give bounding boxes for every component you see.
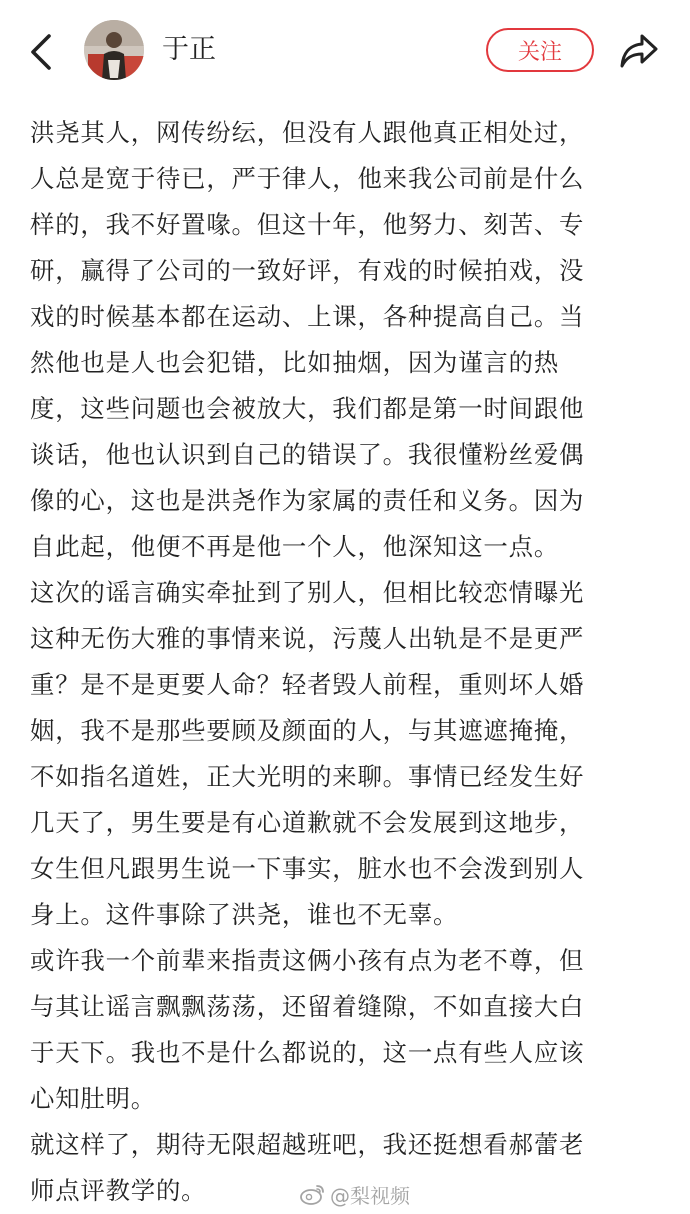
chevron-left-icon xyxy=(22,30,62,74)
watermark-text: @梨视频 xyxy=(330,1183,410,1208)
back-button[interactable] xyxy=(22,30,62,74)
text-line: 戏的时候基本都在运动、上课，各种提高自己。当 xyxy=(30,302,585,331)
follow-button[interactable] xyxy=(486,28,594,72)
text-line: 几天了，男生要是有心道歉就不会发展到这地步， xyxy=(30,808,585,837)
text-line: 研，赢得了公司的一致好评，有戏的时候拍戏，没 xyxy=(30,256,585,285)
text-line: 不如指名道姓，正大光明的来聊。事情已经发生好 xyxy=(30,762,585,791)
avatar[interactable] xyxy=(84,20,144,80)
text-line: 于天下。我也不是什么都说的，这一点有些人应该 xyxy=(30,1038,585,1067)
username[interactable]: 于正 xyxy=(162,34,216,65)
text-line: 女生但凡跟男生说一下事实，脏水也不会泼到别人 xyxy=(30,854,585,883)
text-line: 与其让谣言飘飘荡荡，还留着缝隙，不如直接大白 xyxy=(30,992,585,1021)
text-line: 这次的谣言确实牵扯到了别人，但相比较恋情曝光 xyxy=(30,578,585,607)
share-button[interactable] xyxy=(618,30,660,72)
text-line: 度，这些问题也会被放大，我们都是第一时间跟他 xyxy=(30,394,585,423)
weibo-logo-icon xyxy=(300,1183,326,1205)
text-line: 就这样了，期待无限超越班吧，我还挺想看郝蕾老 xyxy=(30,1130,585,1159)
text-line: 人总是宽于待已，严于律人，他来我公司前是什么 xyxy=(30,164,585,193)
text-line: 姻，我不是那些要顾及颜面的人，与其遮遮掩掩， xyxy=(30,716,585,745)
avatar-image xyxy=(84,20,144,80)
text-line: 像的心，这也是洪尧作为家属的责任和义务。因为 xyxy=(30,486,585,515)
text-line: 谈话，他也认识到自己的错误了。我很懂粉丝爱偶 xyxy=(30,440,585,469)
top-bar xyxy=(0,0,690,100)
text-line: 重？是不是更要人命？轻者毁人前程，重则坏人婚 xyxy=(30,670,585,699)
text-line: 然他也是人也会犯错，比如抽烟，因为谨言的热 xyxy=(30,348,560,377)
follow-button-label: 关注 xyxy=(517,39,562,65)
text-line: 师点评教学的。 xyxy=(30,1176,207,1205)
text-line: 自此起，他便不再是他一个人，他深知这一点。 xyxy=(30,532,560,561)
text-line: 心知肚明。 xyxy=(30,1084,156,1113)
text-line: 洪尧其人，网传纷纭，但没有人跟他真正相处过， xyxy=(30,118,585,147)
text-line: 身上。这件事除了洪尧，谁也不无辜。 xyxy=(30,900,459,929)
text-line: 样的，我不好置喙。但这十年，他努力、刻苦、专 xyxy=(30,210,585,239)
text-line: 或许我一个前辈来指责这俩小孩有点为老不尊，但 xyxy=(30,946,585,975)
post-body xyxy=(30,110,655,1214)
text-line: 这种无伤大雅的事情来说，污蔑人出轨是不是更严 xyxy=(30,624,585,653)
watermark xyxy=(300,1178,410,1210)
share-arrow-icon xyxy=(618,30,660,72)
